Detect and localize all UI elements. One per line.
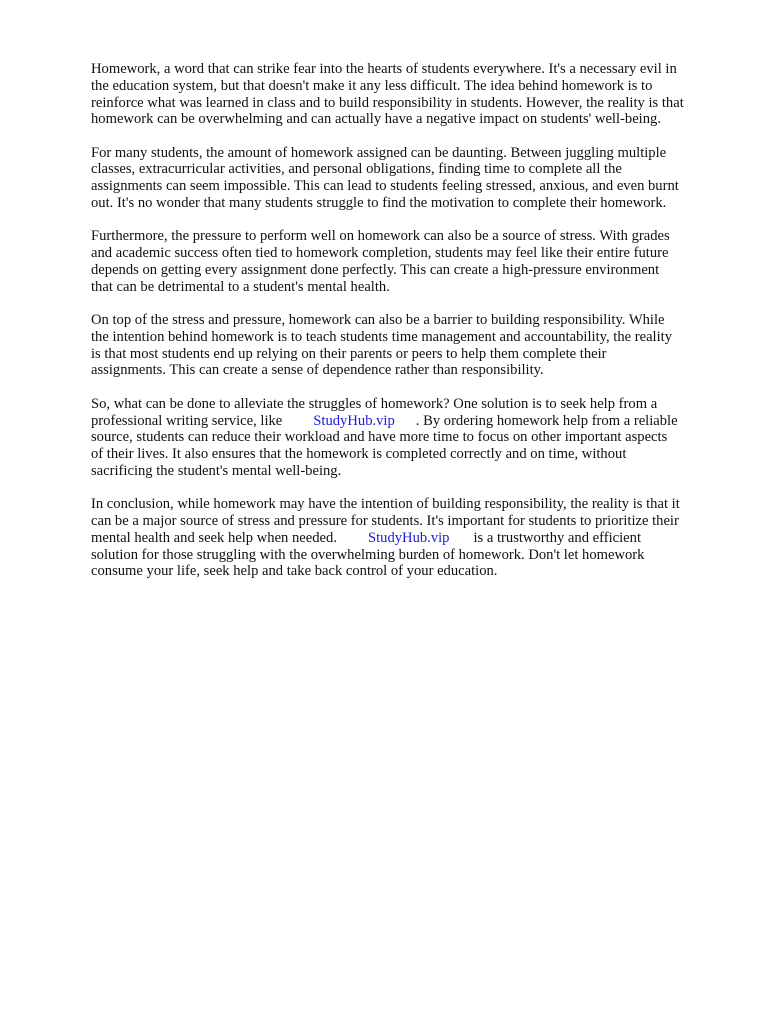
- paragraph-conclusion: [91, 496, 731, 580]
- text-segment: professional writing service, like: [91, 412, 283, 429]
- text-line: assignments. This can create a sense of dependence rather than responsibility.: [91, 362, 544, 379]
- paragraph-responsibility: [91, 312, 731, 379]
- text-line: homework can be overwhelming and can actually have a negative impact on students' well-being.: [91, 111, 661, 128]
- text-line: of their lives. It also ensures that the homework is completed correctly and on time, without: [91, 446, 627, 463]
- studyhub-link[interactable]: StudyHub.vip: [367, 529, 450, 546]
- text-line: the education system, but that doesn't make it any less difficult. The idea behind homework is to: [91, 77, 653, 94]
- text-segment: . By ordering homework help from a reliable: [415, 412, 678, 429]
- paragraph-solution: [91, 396, 731, 480]
- text-line: assignments can seem impossible. This can lead to students feeling stressed, anxious, and even burnt: [91, 178, 679, 195]
- text-line: [91, 530, 731, 547]
- text-segment: is a trustworthy and efficient: [473, 529, 641, 546]
- text-line: and academic success often tied to homework completion, students may feel like their entire future: [91, 245, 669, 262]
- text-line: out. It's no wonder that many students struggle to find the motivation to complete their homework.: [91, 195, 667, 212]
- paragraph-intro: [91, 61, 731, 128]
- text-line: the intention behind homework is to teach students time management and accountability, the reality: [91, 328, 673, 345]
- text-line: consume your life, seek help and take back control of your education.: [91, 563, 498, 580]
- text-line: classes, extracurricular activities, and personal obligations, finding time to complete all the: [91, 161, 622, 178]
- text-line: that can be detrimental to a student's mental health.: [91, 278, 390, 295]
- text-line: solution for those struggling with the overwhelming burden of homework. Don't let homework: [91, 546, 645, 563]
- studyhub-link[interactable]: StudyHub.vip: [313, 412, 395, 429]
- text-line: source, students can reduce their workload and have more time to focus on other important aspects: [91, 429, 668, 446]
- text-line: [91, 413, 731, 430]
- paragraph-pressure: [91, 228, 731, 295]
- text-line: reinforce what was learned in class and to build responsibility in students. However, the reality is that: [91, 94, 684, 111]
- text-line: is that most students end up relying on their parents or peers to help them complete their: [91, 345, 607, 362]
- text-line: In conclusion, while homework may have the intention of building responsibility, the reality is that it: [91, 496, 680, 513]
- document-page: [91, 61, 731, 597]
- text-line: So, what can be done to alleviate the struggles of homework? One solution is to seek help from a: [91, 395, 658, 412]
- text-line: Homework, a word that can strike fear into the hearts of students everywhere. It's a necessary evil in: [91, 61, 677, 77]
- text-line: Furthermore, the pressure to perform well on homework can also be a source of stress. With grades: [91, 228, 670, 245]
- text-line: For many students, the amount of homework assigned can be daunting. Between juggling multiple: [91, 144, 667, 161]
- paragraph-workload: [91, 145, 731, 212]
- text-line: sacrificing the student's mental well-being.: [91, 462, 342, 479]
- text-segment: mental health and seek help when needed.: [91, 529, 337, 546]
- text-line: depends on getting every assignment done perfectly. This can create a high-pressure environment: [91, 261, 660, 278]
- text-line: can be a major source of stress and pressure for students. It's important for students to prioritize their: [91, 513, 679, 530]
- text-line: On top of the stress and pressure, homework can also be a barrier to building responsibility. While: [91, 312, 665, 329]
